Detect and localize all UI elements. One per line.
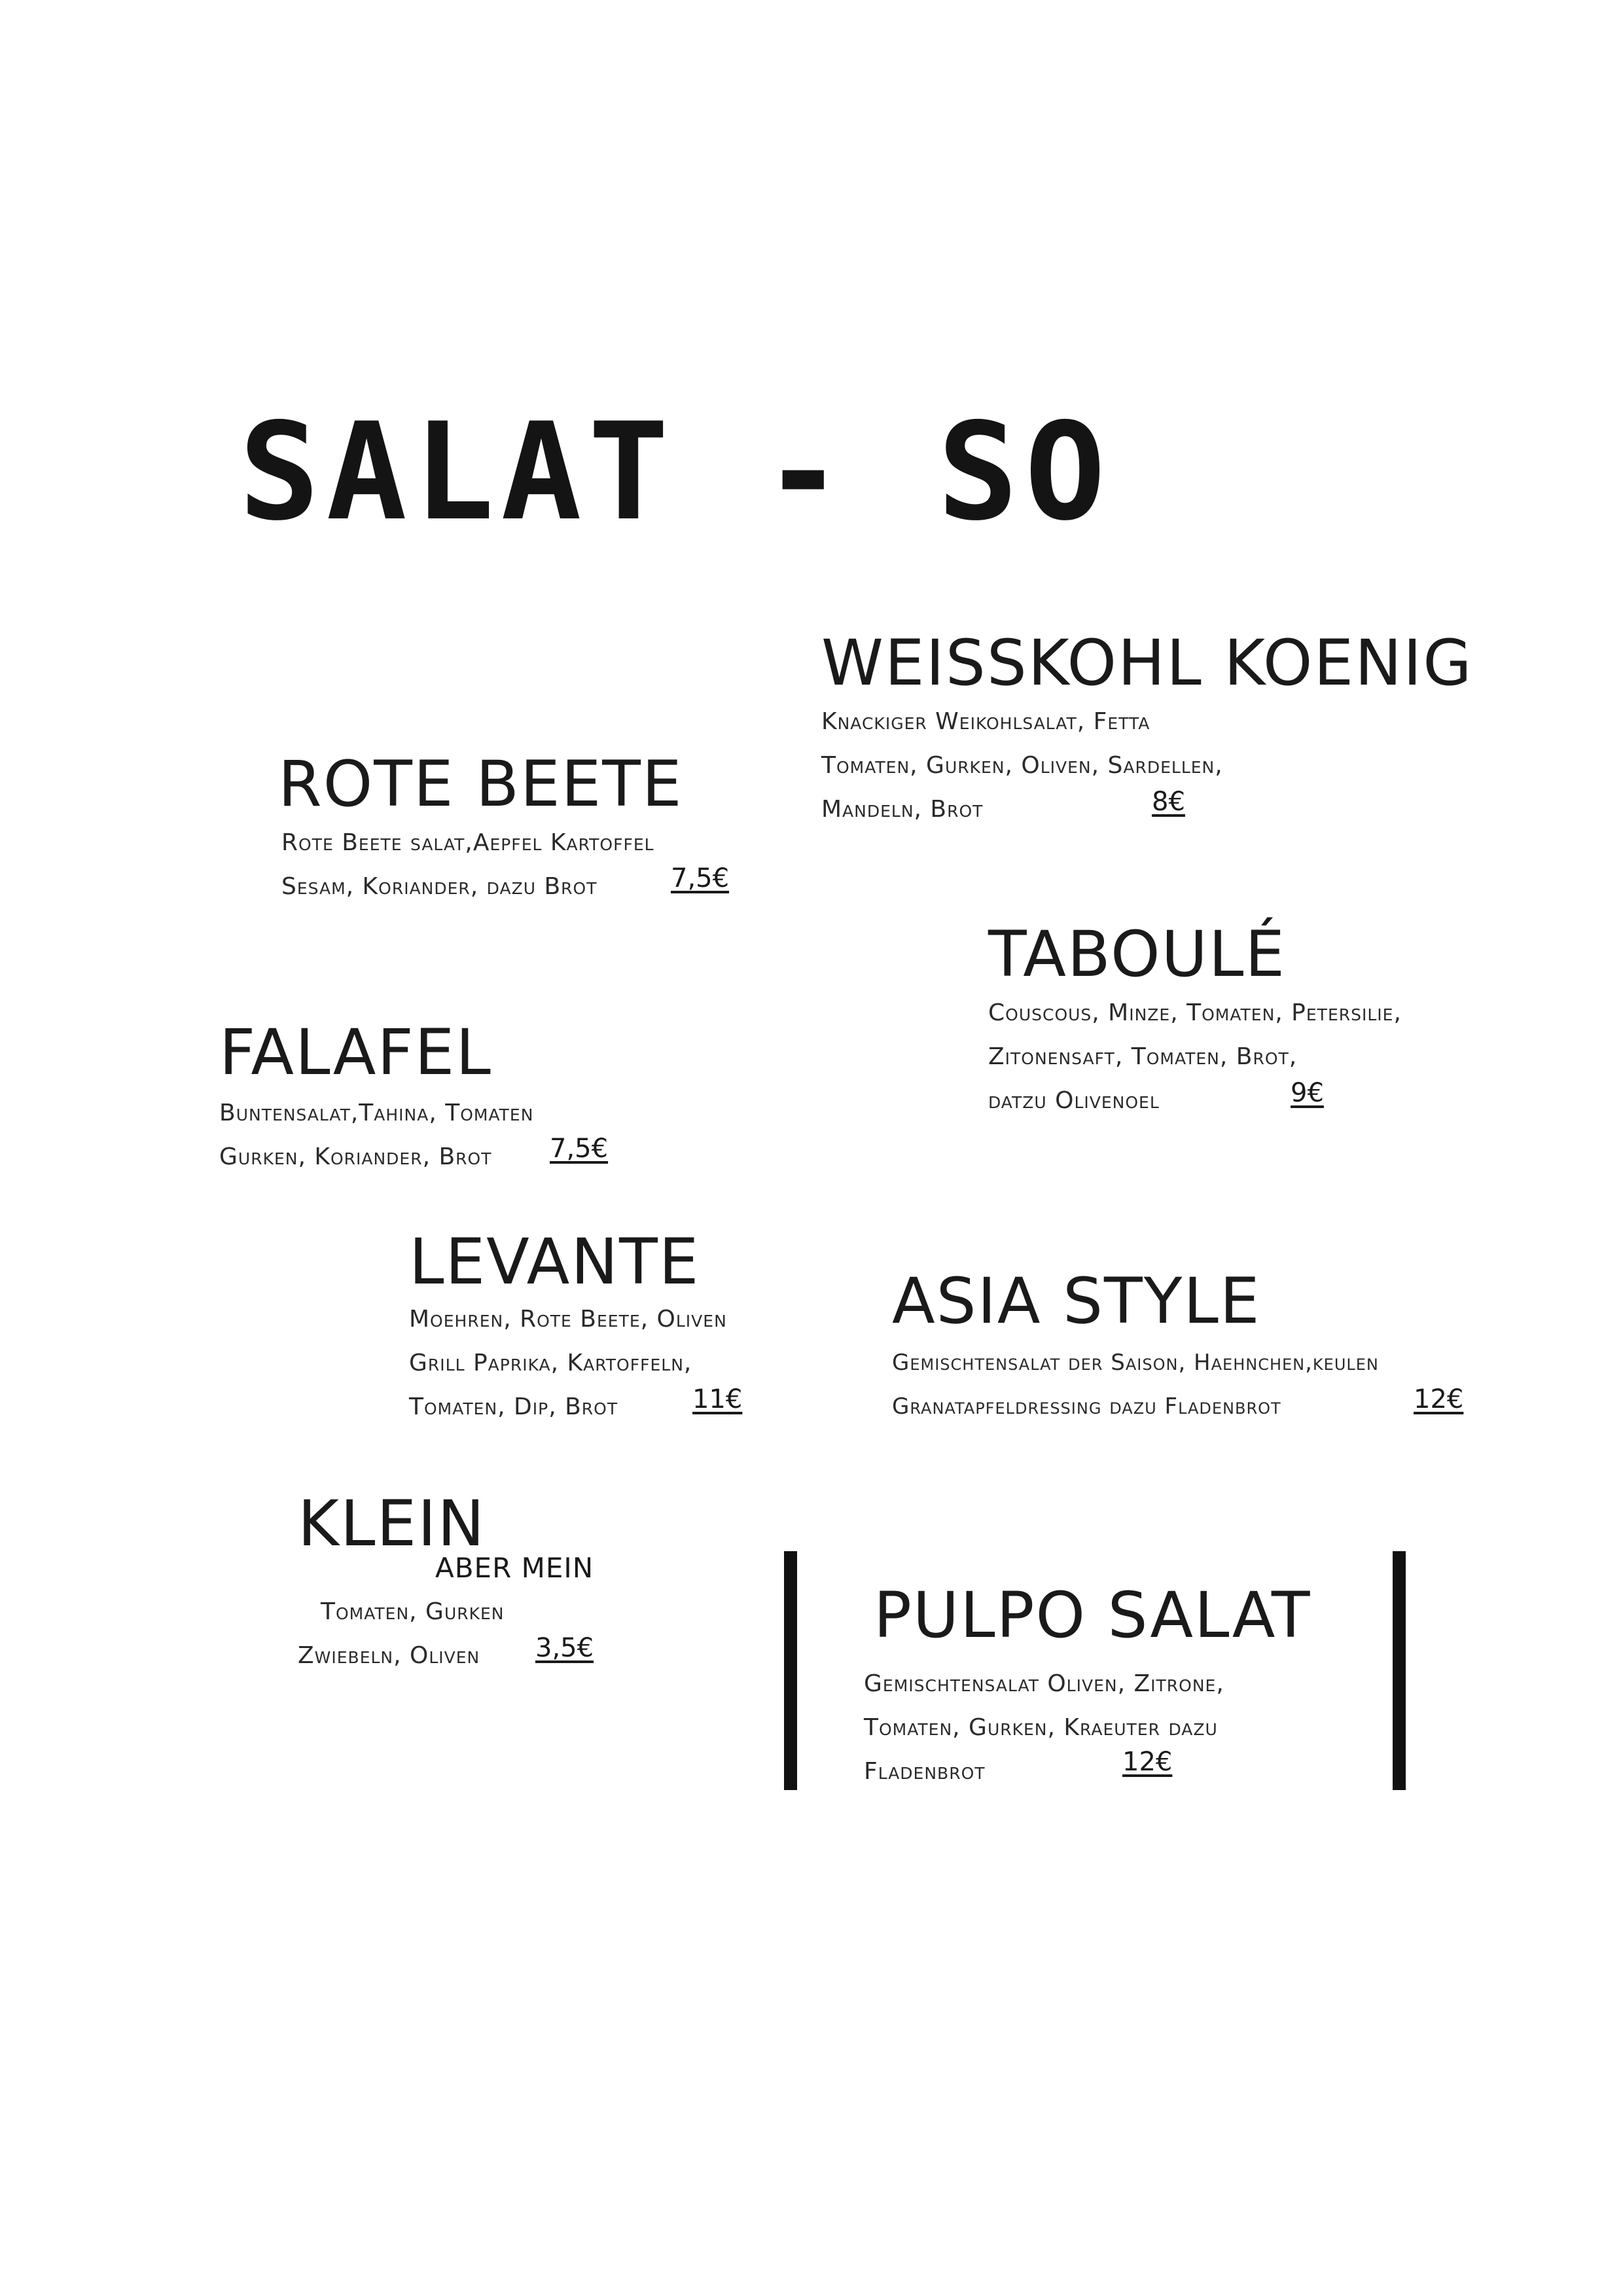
- dish-price: 11€: [692, 1384, 743, 1414]
- dish-description-line: Fladenbrot: [864, 1758, 986, 1785]
- dish-description-line: Tomaten, Gurken, Kraeuter dazu: [864, 1714, 1218, 1741]
- dish-description-line: Mandeln, Brot: [821, 796, 984, 823]
- dish-price: 8€: [1152, 787, 1185, 817]
- dish-name: KLEIN: [298, 1487, 486, 1560]
- dish-description-line: Moehren, Rote Beete, Oliven: [409, 1306, 727, 1333]
- dish-description-line: Tomaten, Dip, Brot: [409, 1393, 618, 1420]
- dish-name: ASIA STYLE: [892, 1265, 1261, 1338]
- bracket-right: [1393, 1551, 1406, 1790]
- dish-price: 12€: [1122, 1747, 1173, 1777]
- dish-name: ROTE BEETE: [278, 747, 683, 821]
- dish-description-line: Gemischtensalat der Saison, Haehnchen,keulen: [892, 1350, 1379, 1376]
- dish-name: PULPO SALAT: [874, 1579, 1311, 1652]
- dish-price: 7,5€: [550, 1134, 609, 1164]
- dish-description-line: Gurken, Koriander, Brot: [219, 1143, 492, 1170]
- dish-name: WEISSKOHL KOENIG: [821, 626, 1473, 700]
- dish-description-line: Zitonensaft, Tomaten, Brot,: [988, 1043, 1298, 1070]
- dish-description-line: Tomaten, Gurken: [321, 1598, 505, 1625]
- dish-description-line: Couscous, Minze, Tomaten, Petersilie,: [988, 999, 1402, 1026]
- dish-description-line: Knackiger Weikohlsalat, Fetta: [821, 708, 1150, 735]
- dish-price: 3,5€: [535, 1633, 594, 1663]
- bracket-left: [784, 1551, 797, 1790]
- dish-price: 12€: [1414, 1384, 1464, 1414]
- dish-description-line: Zwiebeln, Oliven: [298, 1642, 480, 1669]
- dish-price: 9€: [1291, 1078, 1324, 1108]
- dish-name: TABOULÉ: [988, 918, 1286, 991]
- dish-description-line: Buntensalat,Tahina, Tomaten: [219, 1100, 534, 1126]
- dish-description-line: datzu Olivenoel: [988, 1087, 1160, 1114]
- dish-description-line: Sesam, Koriander, dazu Brot: [281, 873, 597, 900]
- dish-description-line: Gemischtensalat Oliven, Zitrone,: [864, 1670, 1224, 1697]
- page-title: SALAT - SO: [239, 395, 1113, 550]
- dish-description-line: Tomaten, Gurken, Oliven, Sardellen,: [821, 752, 1223, 779]
- dish-description-line: Granatapfeldressing dazu Fladenbrot: [892, 1393, 1281, 1420]
- dish-price: 7,5€: [671, 863, 730, 893]
- dish-description-line: Grill Paprika, Kartoffeln,: [409, 1350, 692, 1376]
- dish-name: LEVANTE: [409, 1225, 700, 1299]
- dish-subtitle: ABER MEIN: [435, 1552, 594, 1584]
- dish-description-line: Rote Beete salat,Aepfel Kartoffel: [281, 829, 654, 856]
- dish-name: FALAFEL: [219, 1016, 492, 1089]
